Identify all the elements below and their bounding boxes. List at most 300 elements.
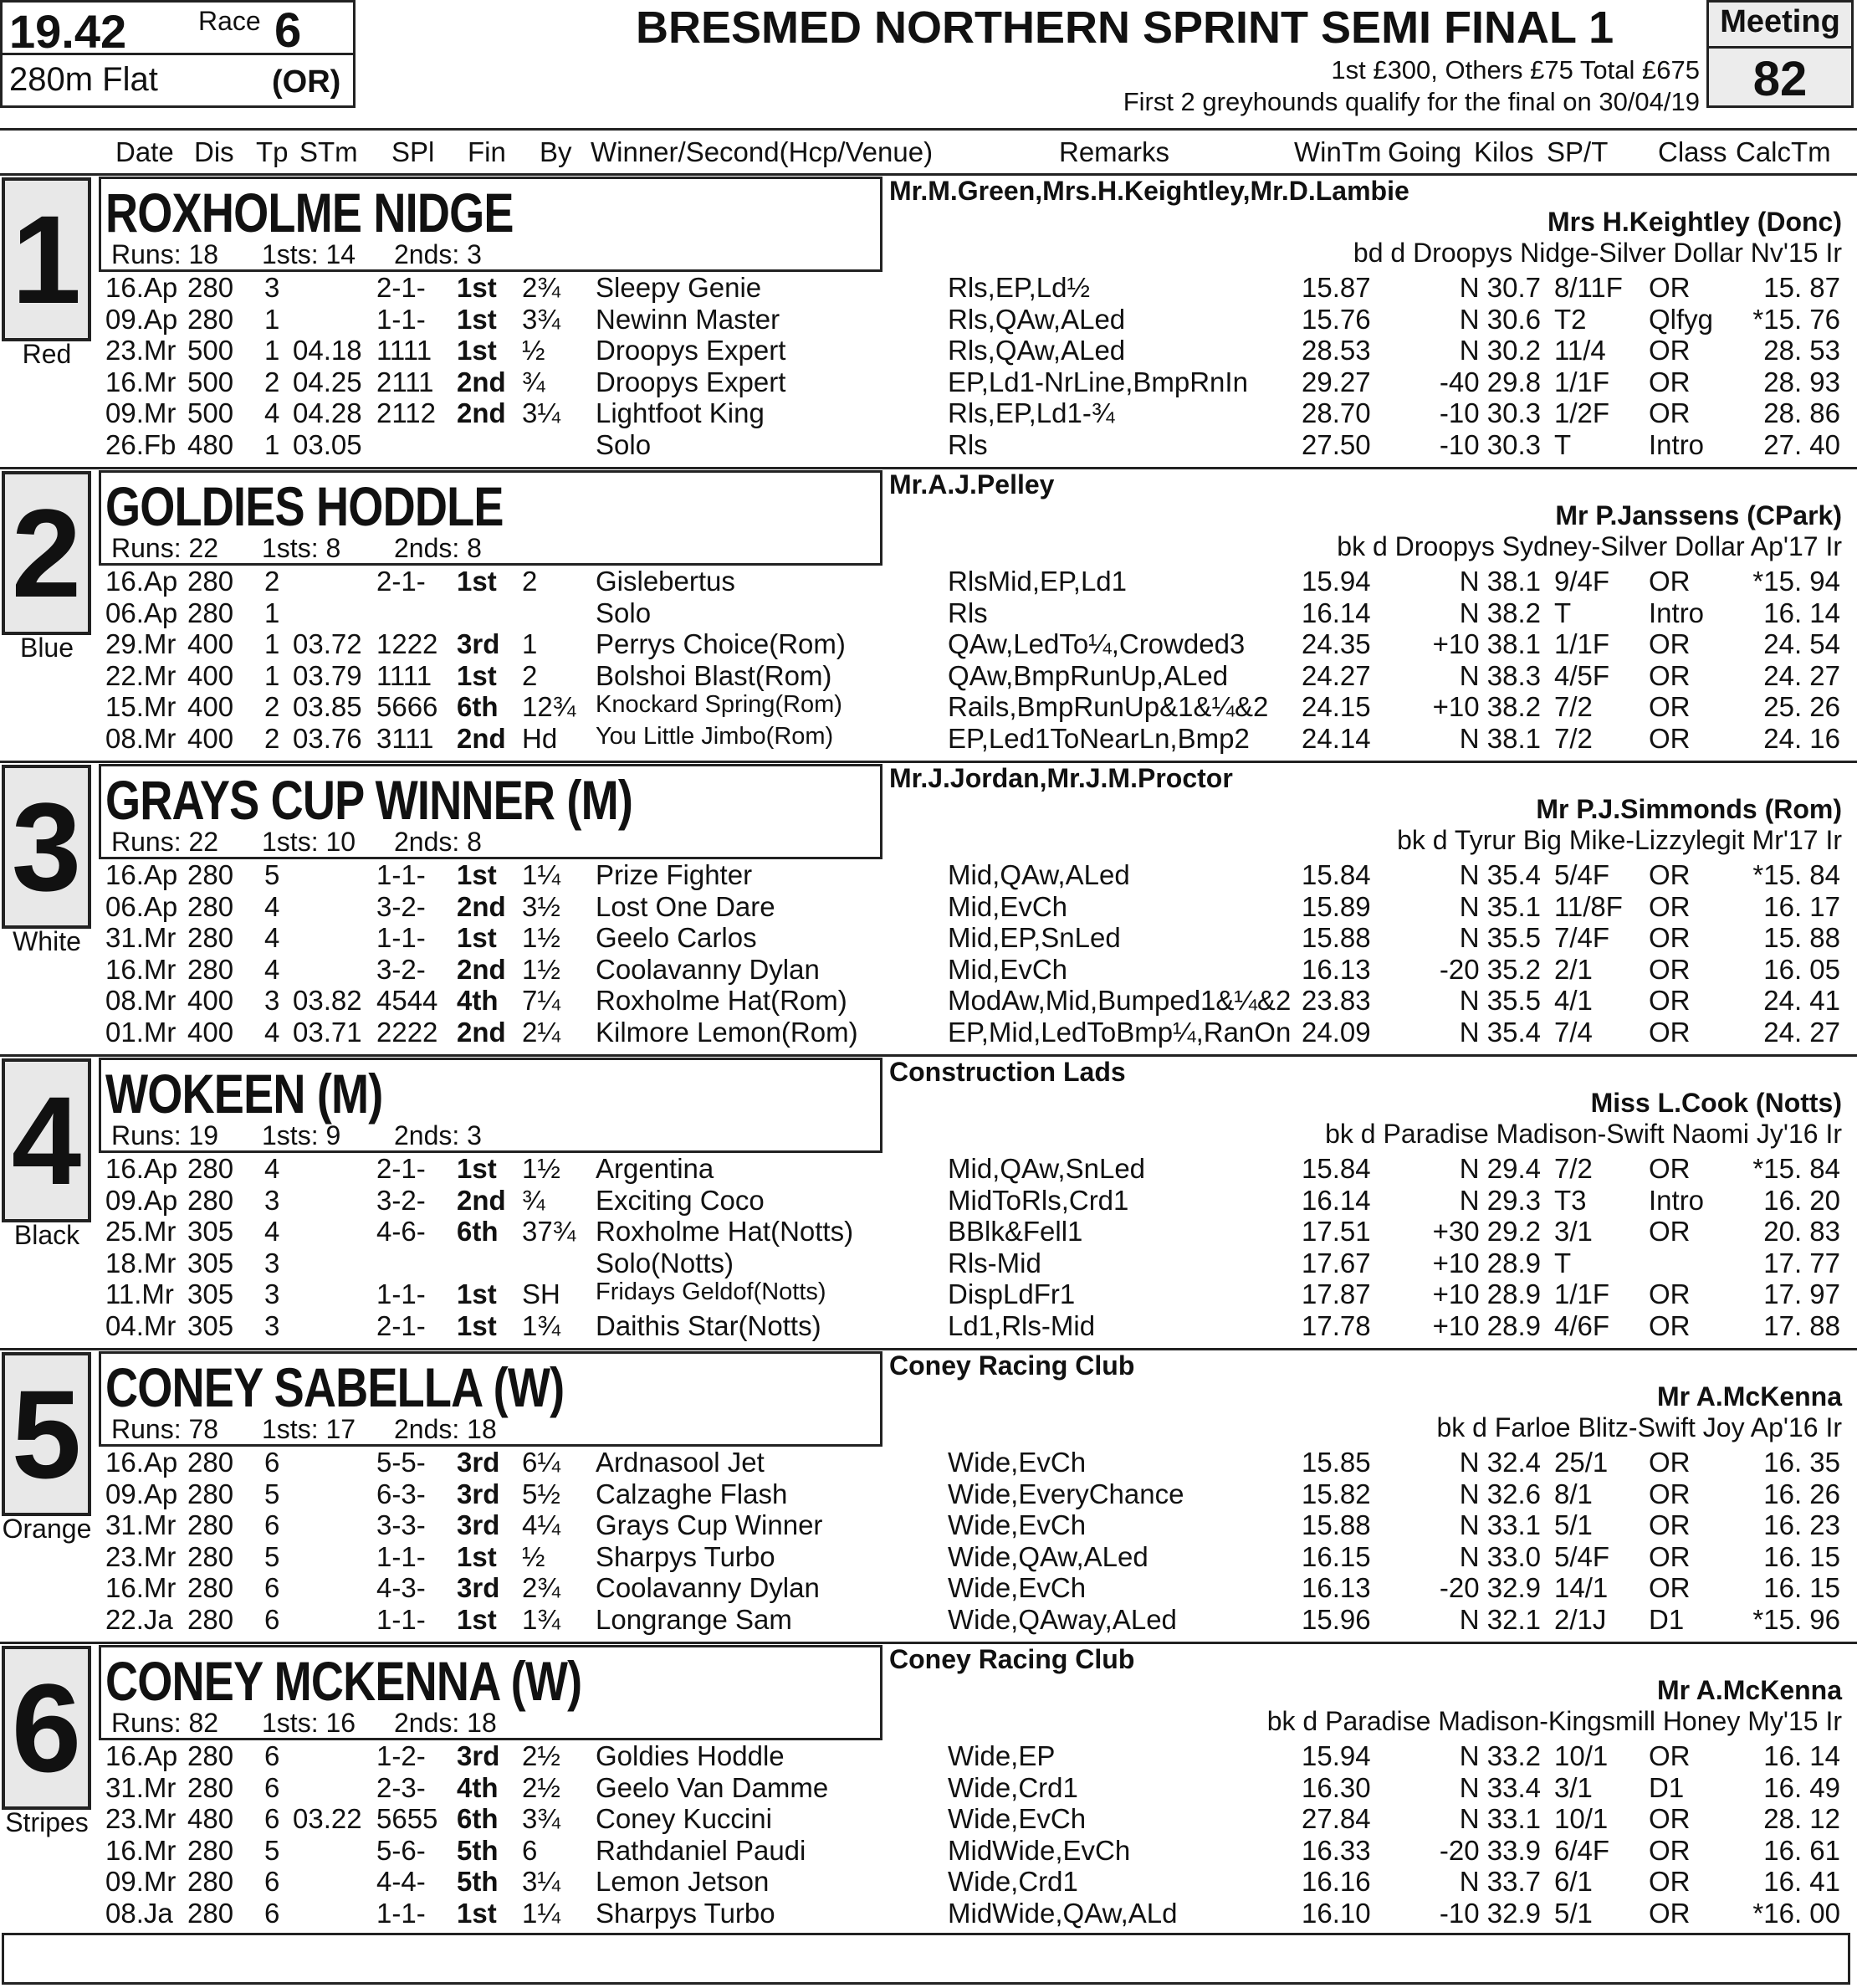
form-sp: 8/1 — [1554, 1478, 1593, 1509]
form-distance: 480 — [187, 1803, 234, 1834]
form-sp: 25/1 — [1554, 1447, 1609, 1478]
form-going-kilos: N 33.0 — [1459, 1540, 1541, 1572]
form-finish: 1st — [457, 272, 497, 303]
form-calc-time: 16. 61 — [1763, 1834, 1840, 1866]
form-going-kilos: N 29.4 — [1459, 1153, 1541, 1184]
form-finish: 3rd — [457, 1447, 500, 1478]
form-row — [0, 1216, 1857, 1247]
form-opponent: Sharpys Turbo — [596, 1540, 775, 1572]
form-finish: 1st — [457, 922, 497, 953]
firsts-count: 1sts: 8 — [262, 533, 341, 563]
form-win-time: 16.13 — [1302, 953, 1371, 985]
form-beaten-by: Hd — [522, 722, 558, 754]
form-remarks: Wide,EvCh — [948, 1572, 1087, 1603]
form-placings: 3-2- — [376, 953, 426, 985]
form-trap: 6 — [264, 1509, 280, 1540]
form-placings: 3-2- — [376, 890, 426, 922]
form-date: 22.Ja — [105, 1603, 173, 1635]
trap-colour: Orange — [2, 1514, 92, 1544]
form-finish: 5th — [457, 1834, 499, 1866]
form-sp: 6/1 — [1554, 1866, 1593, 1897]
form-distance: 400 — [187, 1016, 234, 1048]
form-remarks: Wide,EvCh — [948, 1509, 1087, 1540]
form-going-kilos: N 33.1 — [1459, 1803, 1541, 1834]
form-date: 08.Mr — [105, 985, 176, 1016]
form-win-time: 24.35 — [1302, 628, 1371, 659]
form-opponent: Fridays Geldof(Notts) — [596, 1278, 826, 1305]
form-win-time: 15.88 — [1302, 1509, 1371, 1540]
form-trap: 4 — [264, 397, 280, 428]
form-sp: T3 — [1554, 1184, 1587, 1216]
col-going: Going — [1388, 136, 1462, 167]
form-opponent: Geelo Carlos — [596, 922, 757, 953]
form-going-kilos: N 30.2 — [1459, 335, 1541, 366]
form-beaten-by: 1¼ — [522, 1897, 560, 1929]
form-class: OR — [1649, 1478, 1691, 1509]
form-class: OR — [1649, 1216, 1691, 1247]
runs-count: Runs: 18 — [111, 239, 219, 269]
form-placings: 2-1- — [376, 272, 426, 303]
trap-number: 6 — [2, 1646, 91, 1810]
form-going-kilos: N 33.4 — [1459, 1771, 1541, 1803]
form-going-kilos: N 30.6 — [1459, 303, 1541, 335]
form-win-time: 16.33 — [1302, 1834, 1371, 1866]
form-row — [0, 1185, 1857, 1216]
form-distance: 280 — [187, 272, 234, 303]
form-going-kilos: N 29.3 — [1459, 1184, 1541, 1216]
runs-count: Runs: 78 — [111, 1414, 219, 1444]
col-wintm: WinTm — [1294, 136, 1382, 167]
form-going-kilos: N 33.2 — [1459, 1740, 1541, 1771]
form-win-time: 15.88 — [1302, 922, 1371, 953]
form-beaten-by: 2¾ — [522, 1572, 560, 1603]
form-beaten-by: 6¼ — [522, 1447, 560, 1478]
form-sp: 1/1F — [1554, 366, 1610, 397]
form-distance: 280 — [187, 303, 234, 335]
trap-number: 5 — [2, 1352, 91, 1516]
form-going-kilos: N 32.4 — [1459, 1447, 1541, 1478]
form-win-time: 17.78 — [1302, 1309, 1371, 1341]
dog-name-box — [99, 1645, 882, 1740]
form-trap: 1 — [264, 303, 280, 335]
form-finish: 1st — [457, 659, 497, 691]
form-remarks: MidToRls,Crd1 — [948, 1184, 1129, 1216]
form-finish: 1st — [457, 335, 497, 366]
form-going-kilos: N 38.1 — [1459, 722, 1541, 754]
form-date: 16.Mr — [105, 366, 176, 397]
form-win-time: 15.85 — [1302, 1447, 1371, 1478]
form-trap: 4 — [264, 922, 280, 953]
form-opponent: Exciting Coco — [596, 1184, 765, 1216]
form-sp: 5/1 — [1554, 1509, 1593, 1540]
form-remarks: BBlk&Fell1 — [948, 1216, 1083, 1247]
form-class: Intro — [1649, 597, 1705, 628]
form-beaten-by: 1¾ — [522, 1603, 560, 1635]
dog-name-box — [99, 177, 882, 272]
form-placings: 1-1- — [376, 859, 426, 890]
form-class: OR — [1649, 722, 1691, 754]
form-sectional: 03.72 — [293, 628, 362, 659]
form-row — [0, 1740, 1857, 1771]
breeding: bk d Tyrur Big Mike-Lizzylegit Mr'17 Ir — [1397, 825, 1842, 855]
dog-name: CONEY MCKENNA (W) — [105, 1650, 582, 1712]
form-distance: 280 — [187, 1866, 234, 1897]
form-row — [0, 1017, 1857, 1048]
form-row — [0, 891, 1857, 922]
form-sp: 2/1 — [1554, 953, 1593, 985]
form-date: 08.Ja — [105, 1897, 173, 1929]
form-remarks: Rls-Mid — [948, 1247, 1041, 1278]
form-opponent: Coolavanny Dylan — [596, 953, 820, 985]
form-beaten-by: 1 — [522, 628, 538, 659]
form-calc-time: 16. 14 — [1763, 597, 1840, 628]
form-remarks: Mid,QAw,ALed — [948, 859, 1130, 890]
form-date: 06.Ap — [105, 890, 178, 922]
form-win-time: 15.82 — [1302, 1478, 1371, 1509]
form-beaten-by: ½ — [522, 1540, 545, 1572]
form-going-kilos: -20 32.9 — [1439, 1572, 1541, 1603]
form-calc-time: 24. 27 — [1763, 659, 1840, 691]
form-trap: 1 — [264, 335, 280, 366]
form-placings: 2-1- — [376, 566, 426, 597]
form-class: OR — [1649, 335, 1691, 366]
form-finish: 1st — [457, 1309, 497, 1341]
form-trap: 2 — [264, 722, 280, 754]
form-finish: 1st — [457, 1278, 497, 1309]
form-placings: 1-1- — [376, 1603, 426, 1635]
form-row — [0, 954, 1857, 985]
form-calc-time: 16. 41 — [1763, 1866, 1840, 1897]
form-distance: 280 — [187, 1771, 234, 1803]
form-beaten-by: SH — [522, 1278, 560, 1309]
form-finish: 3rd — [457, 1509, 500, 1540]
form-finish: 3rd — [457, 628, 500, 659]
form-calc-time: 17. 77 — [1763, 1247, 1840, 1278]
form-distance: 280 — [187, 1447, 234, 1478]
form-class: Intro — [1649, 428, 1705, 460]
form-remarks: Rls,EP,Ld1-¾ — [948, 397, 1115, 428]
form-trap: 1 — [264, 597, 280, 628]
form-sp: 11/4 — [1554, 335, 1606, 366]
form-row — [0, 1866, 1857, 1897]
form-placings: 1111 — [376, 659, 432, 691]
form-placings: 1-1- — [376, 1897, 426, 1929]
form-distance: 400 — [187, 691, 234, 722]
form-distance: 280 — [187, 1478, 234, 1509]
form-class: OR — [1649, 397, 1691, 428]
form-going-kilos: N 32.6 — [1459, 1478, 1541, 1509]
form-calc-time: 16. 14 — [1763, 1740, 1840, 1771]
form-beaten-by: 3½ — [522, 890, 560, 922]
form-remarks: Wide,Crd1 — [948, 1771, 1078, 1803]
form-win-time: 28.70 — [1302, 397, 1371, 428]
dog-name: CONEY SABELLA (W) — [105, 1356, 565, 1418]
form-distance: 280 — [187, 1540, 234, 1572]
form-win-time: 15.89 — [1302, 890, 1371, 922]
form-placings: 2-1- — [376, 1153, 426, 1184]
form-finish: 1st — [457, 303, 497, 335]
form-class: OR — [1649, 1866, 1691, 1897]
runner-divider — [0, 761, 1857, 763]
form-sp: 2/1J — [1554, 1603, 1607, 1635]
form-calc-time: *15. 96 — [1752, 1603, 1840, 1635]
form-row — [0, 1447, 1857, 1478]
form-date: 25.Mr — [105, 1216, 176, 1247]
form-class: OR — [1649, 659, 1691, 691]
form-sp: 9/4F — [1554, 566, 1610, 597]
form-win-time: 16.30 — [1302, 1771, 1371, 1803]
race-time: 19.42 — [9, 5, 127, 58]
form-going-kilos: N 38.2 — [1459, 597, 1541, 628]
race-distance: 280m Flat — [9, 61, 158, 98]
form-row — [0, 272, 1857, 303]
form-distance: 280 — [187, 859, 234, 890]
form-finish: 2nd — [457, 1016, 506, 1048]
form-class: OR — [1649, 922, 1691, 953]
form-finish: 2nd — [457, 397, 506, 428]
form-remarks: Wide,EP — [948, 1740, 1056, 1771]
form-opponent: Droopys Expert — [596, 335, 786, 366]
form-win-time: 29.27 — [1302, 366, 1371, 397]
form-calc-time: 15. 88 — [1763, 922, 1840, 953]
form-win-time: 24.15 — [1302, 691, 1371, 722]
form-trap: 6 — [264, 1740, 280, 1771]
qualify-note: First 2 greyhounds qualify for the final on 30/04/19 — [1123, 87, 1700, 116]
form-opponent: Prize Fighter — [596, 859, 753, 890]
runs-count: Runs: 19 — [111, 1120, 219, 1150]
form-sectional: 03.85 — [293, 691, 362, 722]
dog-name-box — [99, 1058, 882, 1153]
form-date: 09.Mr — [105, 397, 176, 428]
form-beaten-by: 1½ — [522, 953, 560, 985]
seconds-count: 2nds: 18 — [394, 1708, 497, 1738]
col-spl: SPl — [391, 136, 435, 167]
col-by: By — [540, 136, 572, 167]
form-win-time: 15.94 — [1302, 1740, 1371, 1771]
form-going-kilos: N 35.5 — [1459, 985, 1541, 1016]
form-distance: 280 — [187, 566, 234, 597]
form-beaten-by: 1¾ — [522, 1309, 560, 1341]
form-beaten-by: 2½ — [522, 1740, 560, 1771]
owner: Coney Racing Club — [889, 1350, 1135, 1381]
form-distance: 280 — [187, 1184, 234, 1216]
form-calc-time: 15. 87 — [1763, 272, 1840, 303]
form-finish: 4th — [457, 1771, 499, 1803]
form-class: OR — [1649, 1309, 1691, 1341]
form-remarks: Rails,BmpRunUp&1&¼&2 — [948, 691, 1269, 722]
form-distance: 280 — [187, 1834, 234, 1866]
form-class: OR — [1649, 1278, 1691, 1309]
owner: Mr.A.J.Pelley — [889, 469, 1055, 500]
form-win-time: 27.84 — [1302, 1803, 1371, 1834]
form-beaten-by: 1¼ — [522, 859, 560, 890]
form-sectional: 03.05 — [293, 428, 362, 460]
form-calc-time: 28. 86 — [1763, 397, 1840, 428]
form-opponent: Coolavanny Dylan — [596, 1572, 820, 1603]
form-row — [0, 1509, 1857, 1540]
form-trap: 5 — [264, 1540, 280, 1572]
form-placings: 2222 — [376, 1016, 438, 1048]
form-trap: 6 — [264, 1447, 280, 1478]
form-remarks: Rls,EP,Ld½ — [948, 272, 1090, 303]
form-placings: 2-1- — [376, 1309, 426, 1341]
form-trap: 2 — [264, 691, 280, 722]
form-class: OR — [1649, 691, 1691, 722]
form-date: 01.Mr — [105, 1016, 176, 1048]
form-sectional: 04.18 — [293, 335, 362, 366]
form-sp: 1/1F — [1554, 1278, 1610, 1309]
form-class: OR — [1649, 985, 1691, 1016]
form-remarks: QAw,LedTo¼,Crowded3 — [948, 628, 1246, 659]
form-row — [0, 366, 1857, 397]
dog-name: WOKEEN (M) — [105, 1063, 383, 1125]
form-trap: 6 — [264, 1572, 280, 1603]
form-row — [0, 597, 1857, 628]
form-date: 16.Ap — [105, 1447, 178, 1478]
seconds-count: 2nds: 18 — [394, 1414, 497, 1444]
form-beaten-by: ¾ — [522, 366, 545, 397]
form-class: OR — [1649, 859, 1691, 890]
form-finish: 3rd — [457, 1478, 500, 1509]
runner-divider — [0, 1054, 1857, 1057]
form-calc-time: 24. 16 — [1763, 722, 1840, 754]
trap-colour: Black — [13, 1220, 80, 1250]
form-opponent: Geelo Van Damme — [596, 1771, 829, 1803]
form-opponent: You Little Jimbo(Rom) — [596, 722, 834, 750]
meeting-number: 82 — [1752, 52, 1808, 106]
dog-name: GRAYS CUP WINNER (M) — [105, 769, 633, 831]
form-placings: 1-2- — [376, 1740, 426, 1771]
firsts-count: 1sts: 9 — [262, 1120, 341, 1150]
form-remarks: ModAw,Mid,Bumped1&¼&2 — [948, 985, 1292, 1016]
form-row — [0, 1248, 1857, 1278]
trap-colour: Stripes — [5, 1807, 89, 1837]
form-class: OR — [1649, 1834, 1691, 1866]
form-placings: 5-6- — [376, 1834, 426, 1866]
col-fin: Fin — [468, 136, 506, 167]
form-sp: 4/1 — [1554, 985, 1593, 1016]
form-class: Intro — [1649, 1184, 1705, 1216]
form-trap: 4 — [264, 890, 280, 922]
form-finish: 2nd — [457, 890, 506, 922]
form-date: 31.Mr — [105, 1509, 176, 1540]
form-beaten-by: 1½ — [522, 1153, 560, 1184]
form-calc-time: 28. 12 — [1763, 1803, 1840, 1834]
form-class: OR — [1649, 1509, 1691, 1540]
runs-count: Runs: 22 — [111, 533, 219, 563]
form-opponent: Roxholme Hat(Notts) — [596, 1216, 854, 1247]
form-row — [0, 1153, 1857, 1184]
form-distance: 280 — [187, 1509, 234, 1540]
form-sectional: 03.82 — [293, 985, 362, 1016]
form-finish: 2nd — [457, 722, 506, 754]
col-date: Date — [115, 136, 174, 167]
form-date: 06.Ap — [105, 597, 178, 628]
form-date: 31.Mr — [105, 1771, 176, 1803]
form-sp: 3/1 — [1554, 1216, 1593, 1247]
form-win-time: 16.14 — [1302, 597, 1371, 628]
form-placings: 4-3- — [376, 1572, 426, 1603]
dog-name: GOLDIES HODDLE — [105, 475, 504, 537]
form-trap: 1 — [264, 659, 280, 691]
form-trap: 5 — [264, 1834, 280, 1866]
form-distance: 280 — [187, 953, 234, 985]
form-opponent: Calzaghe Flash — [596, 1478, 788, 1509]
form-beaten-by: 12¾ — [522, 691, 576, 722]
form-opponent: Sleepy Genie — [596, 272, 762, 303]
form-win-time: 15.84 — [1302, 1153, 1371, 1184]
form-placings: 2112 — [376, 397, 436, 428]
form-placings: 1111 — [376, 335, 432, 366]
form-finish: 6th — [457, 1803, 499, 1834]
form-calc-time: *15. 84 — [1752, 859, 1840, 890]
form-date: 11.Mr — [105, 1278, 174, 1309]
form-date: 16.Mr — [105, 953, 176, 985]
dog-name-box — [99, 764, 882, 859]
form-trap: 4 — [264, 1216, 280, 1247]
form-row — [0, 335, 1857, 366]
form-going-kilos: N 30.7 — [1459, 272, 1541, 303]
form-calc-time: 24. 54 — [1763, 628, 1840, 659]
form-sp: 10/1 — [1554, 1740, 1609, 1771]
form-distance: 400 — [187, 985, 234, 1016]
form-row — [0, 922, 1857, 953]
form-row — [0, 1604, 1857, 1635]
form-class: OR — [1649, 628, 1691, 659]
form-date: 16.Ap — [105, 1740, 178, 1771]
trainer: Mr P.J.Simmonds (Rom) — [1536, 794, 1842, 824]
form-class: OR — [1649, 890, 1691, 922]
form-remarks: Mid,EvCh — [948, 953, 1068, 985]
form-trap: 3 — [264, 985, 280, 1016]
form-calc-time: 16. 20 — [1763, 1184, 1840, 1216]
form-placings: 4-6- — [376, 1216, 426, 1247]
form-win-time: 24.27 — [1302, 659, 1371, 691]
form-win-time: 17.87 — [1302, 1278, 1371, 1309]
trap-colour: White — [13, 926, 81, 956]
form-trap: 4 — [264, 1153, 280, 1184]
form-date: 15.Mr — [105, 691, 176, 722]
form-placings: 2-3- — [376, 1771, 426, 1803]
form-remarks: MidWide,EvCh — [948, 1834, 1131, 1866]
form-distance: 400 — [187, 659, 234, 691]
form-going-kilos: N 33.1 — [1459, 1509, 1541, 1540]
col-class: Class — [1658, 136, 1727, 167]
form-placings: 3111 — [376, 722, 434, 754]
form-distance: 280 — [187, 1153, 234, 1184]
firsts-count: 1sts: 10 — [262, 827, 356, 857]
form-trap: 6 — [264, 1897, 280, 1929]
firsts-count: 1sts: 17 — [262, 1414, 356, 1444]
form-going-kilos: N 38.1 — [1459, 566, 1541, 597]
form-going-kilos: -20 35.2 — [1439, 953, 1541, 985]
form-trap: 6 — [264, 1603, 280, 1635]
form-opponent: Lightfoot King — [596, 397, 765, 428]
breeding: bd d Droopys Nidge-Silver Dollar Nv'15 Ir — [1353, 238, 1842, 268]
form-date: 16.Ap — [105, 272, 178, 303]
form-opponent: Argentina — [596, 1153, 714, 1184]
form-sp: T — [1554, 1247, 1572, 1278]
form-row — [0, 397, 1857, 428]
form-calc-time: *15. 76 — [1752, 303, 1840, 335]
form-row — [0, 723, 1857, 754]
form-finish: 1st — [457, 1540, 497, 1572]
runner-divider — [0, 1642, 1857, 1644]
race-label: Race — [198, 6, 261, 36]
form-opponent: Coney Kuccini — [596, 1803, 772, 1834]
form-class: OR — [1649, 1016, 1691, 1048]
form-date: 29.Mr — [105, 628, 176, 659]
